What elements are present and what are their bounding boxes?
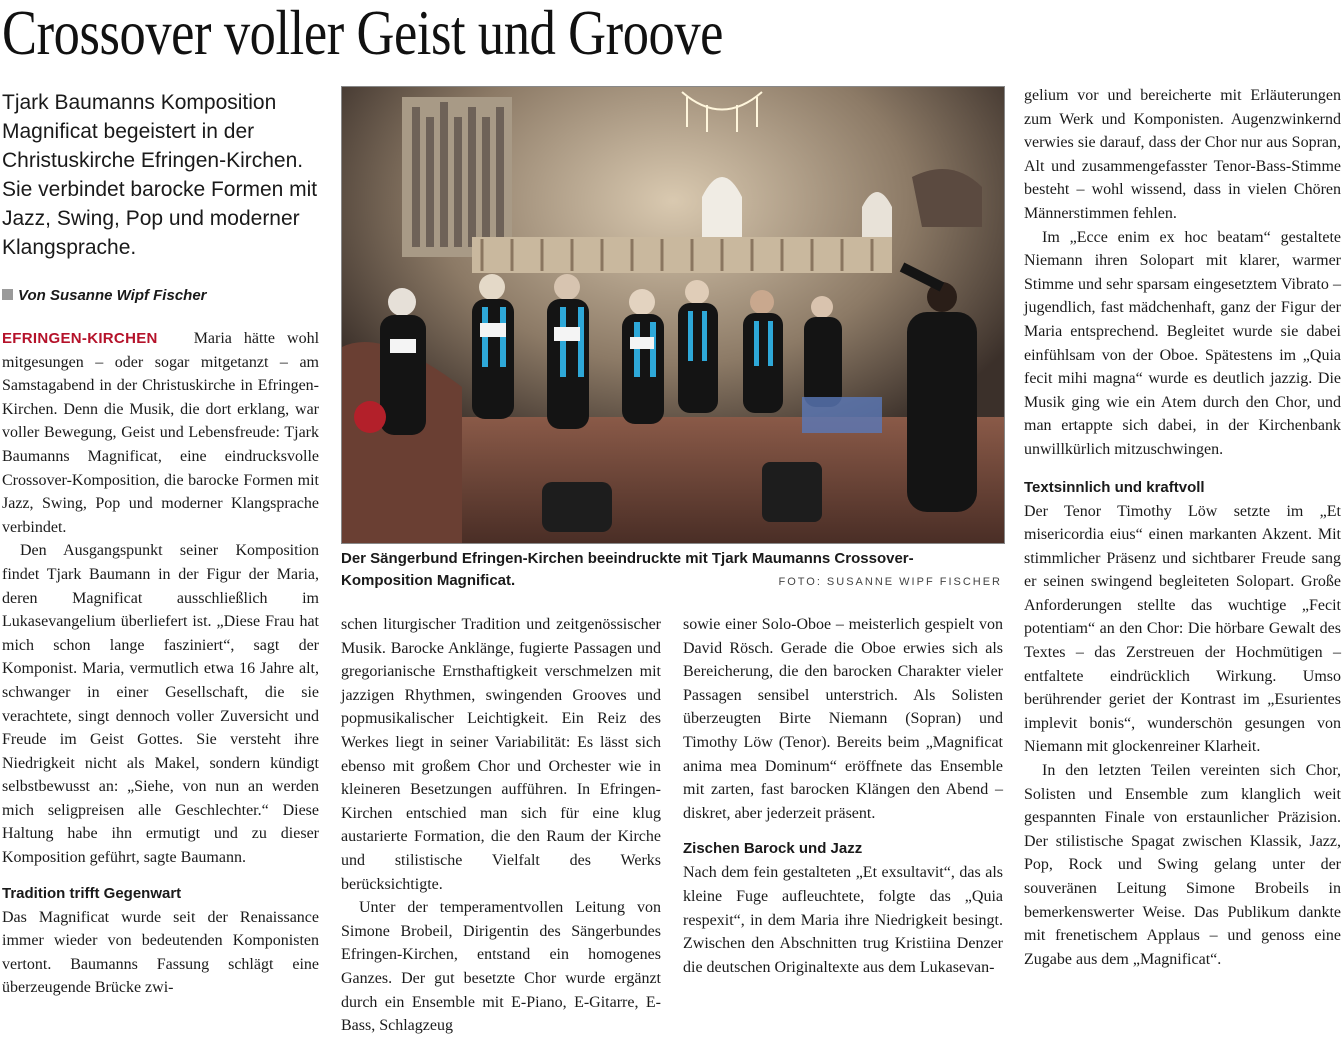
paragraph: Im „Ecce enim ex hoc beatam“ gestaltete Niemann ihren Solopart mit klarer, warmer Stimme und sehr sparsam eingesetztem Vibrato – jugendlich, fast mädchenhaft, ganz der Figur der Maria entsprechend. Begleitet wurde sie dabei einfühlsam von der Oboe. Spätestens im „Quia fecit mihi magna“ wurde es deutlich jazzig. Die Musik ging wie ein Atem durch den Chor, und man ertappte sich dabei, in der Kirchenbank unwillkürlich mitzuschwingen. (1024, 228, 1341, 458)
byline-square-icon (2, 289, 13, 300)
photo-caption: Der Sängerbund Efringen-Kirchen beeindruckte mit Tjark Maumanns Crossover-Komposition Magnificat. (341, 550, 914, 589)
concert-photo (341, 86, 1005, 544)
paragraph: Nach dem fein gestalteten „Et exsultavit“, das als kleine Fuge aufleuchtete, folgte das „Quia respexit“, in dem Maria ihre Niedrigkeit besingt. Zwischen den Abschnitten trug Kristiina Denzer die deutschen Originaltexte aus dem Lukasevan- (683, 864, 1003, 976)
headline: Crossover voller Geist und Groove (2, 0, 724, 68)
dateline: EFRINGEN-KIRCHEN (2, 330, 158, 347)
photo-credit: FOTO: SUSANNE WIPF FISCHER (778, 576, 1002, 588)
deck: Tjark Baumanns Komposition Magnificat begeistert in der Christuskirche Efringen-Kirchen. Sie verbindet barocke Formen mit Jazz, Swing, Pop und moderner Klangsprache. (2, 91, 318, 259)
column-2 (341, 613, 661, 1038)
subheading: Zischen Barock und Jazz (683, 840, 863, 858)
paragraph: Das Magnificat wurde seit der Renaissance immer wieder von bedeutenden Komponisten vertont. Baumanns Fassung schlägt eine überzeugende Brücke zwi- (2, 908, 319, 997)
choir-image (342, 87, 1004, 543)
paragraph: Unter der temperamentvollen Leitung von Simone Brobeil, Dirigentin des Sängerbundes Efringen-Kirchen, entstand ein homogenes Ganzes. Der gut besetzte Chor wurde ergänzt durch ein Ensemble mit E-Piano, E-Gitarre, E-Bass, Schlagzeug (341, 899, 661, 1035)
paragraph-text: Maria hätte wohl mitgesungen – oder sogar mitgetanzt – am Samstagabend in der Christuskirche in Efringen-Kirchen. Denn die Musik, die dort erklang, war voller Bewegung, Geist und Lebensfreude: Tjark Baumanns Magnificat, eine eindrucksvolle Crossover-Komposition, die barocke Formen mit Jazz, Swing, Pop und moderner Klangsprache verbindet. (2, 330, 320, 536)
column-3 (683, 613, 1003, 979)
paragraph (2, 327, 319, 539)
byline (2, 286, 320, 306)
paragraph: Der Tenor Timothy Löw setzte im „Et misericordia eius“ einen markanten Akzent. Mit stimmlicher Präsenz und sichtbarer Freude sang er seinen swingend begleiteten Solopart. Große Anforderungen stellte das wuchtige „Fecit potentiam“ an den Chor: Die hörbare Gewalt des Textes – das Zerstreuen der Hochmütigen – entfaltete eindrücklich Wirkung. Umso berührender geriet der Kontrast im „Esurientes implevit bonis“, wunderschön gesungen von Niemann mit glockenreiner Klarheit. (1024, 502, 1341, 756)
subheading: Textsinnlich und kraftvoll (1024, 478, 1205, 496)
byline-text: Von Susanne Wipf Fischer (18, 287, 207, 304)
paragraph: gelium vor und bereicherte mit Erläuterungen zum Werk und Komponisten. Augenzwinkernd verwies sie darauf, dass der Chor nur aus Sopran, Alt und zusammengefasster Tenor-Bass-Stimme besteht – wohl wissend, dass in vielen Chören Männerstimmen fehlen. (1024, 87, 1341, 222)
paragraph: sowie einer Solo-Oboe – meisterlich gespielt von David Rösch. Gerade die Oboe erwies sich als Bereicherung, die den barocken Charakter vieler Passagen sensibel unterstrich. Als Solisten überzeugten Birte Niemann (Sopran) und Timothy Löw (Tenor). Bereits beim „Magnificat anima mea Dominum“ eröffnete das Ensemble mit zarten, fast barocken Klängen den Abend – diskret, aber jederzeit präsent. (683, 616, 1003, 822)
paragraph: Den Ausgangspunkt seiner Komposition findet Tjark Baumann in der Figur der Maria, deren Magnificat ausschließlich im Lukasevangelium überliefert ist. „Diese Frau hat mich schon lange fasziniert“, sagt der Komponist. Maria, vermutlich etwa 16 Jahre alt, schwanger in einer Gesellschaft, die sie verachtete, singt dennoch voller Zuversicht und Freude im Geist Gottes. Sie versteht ihre Niedrigkeit nicht als Makel, sondern kündigt selbstbewusst an: „Siehe, von nun an werden mich seligpreisen alle Geschlechter.“ Diese Haltung habe ihn ermutigt und zu dieser Komposition geführt, sagte Baumann. (2, 542, 319, 867)
column-4 (1024, 84, 1341, 971)
paragraph: schen liturgischer Tradition und zeitgenössischer Musik. Barocke Anklänge, fugierte Passagen und gregorianische Ernsthaftigkeit verschmelzen mit jazzigen Rhythmen, swingenden Grooves und popmusikalischer Leichtigkeit. Ein Reiz des Werkes liegt in seiner Variabilität: Es lässt sich ebenso mit großem Chor und Orchester wie in kleineren Besetzungen aufführen. In Efringen-Kirchen entschied man sich für eine klug austarierte Formation, die den Raum der Kirche und stilistische Vielfalt des Werks berücksichtigte. (341, 616, 661, 893)
column-1 (2, 327, 319, 1000)
subheading: Tradition trifft Gegenwart (2, 884, 182, 902)
paragraph: In den letzten Teilen vereinten sich Chor, Solisten und Ensemble zum klanglich weit gespannten Finale von erstaunlicher Präzision. Der stilistische Spagat zwischen Klassik, Jazz, Pop, Rock und Swing gelang unter der souveränen Leitung Simone Brobeils in bemerkenswerter Weise. Das Publikum dankte mit frenetischem Applaus – und genoss eine Zugabe aus dem „Magnificat“. (1024, 762, 1341, 968)
